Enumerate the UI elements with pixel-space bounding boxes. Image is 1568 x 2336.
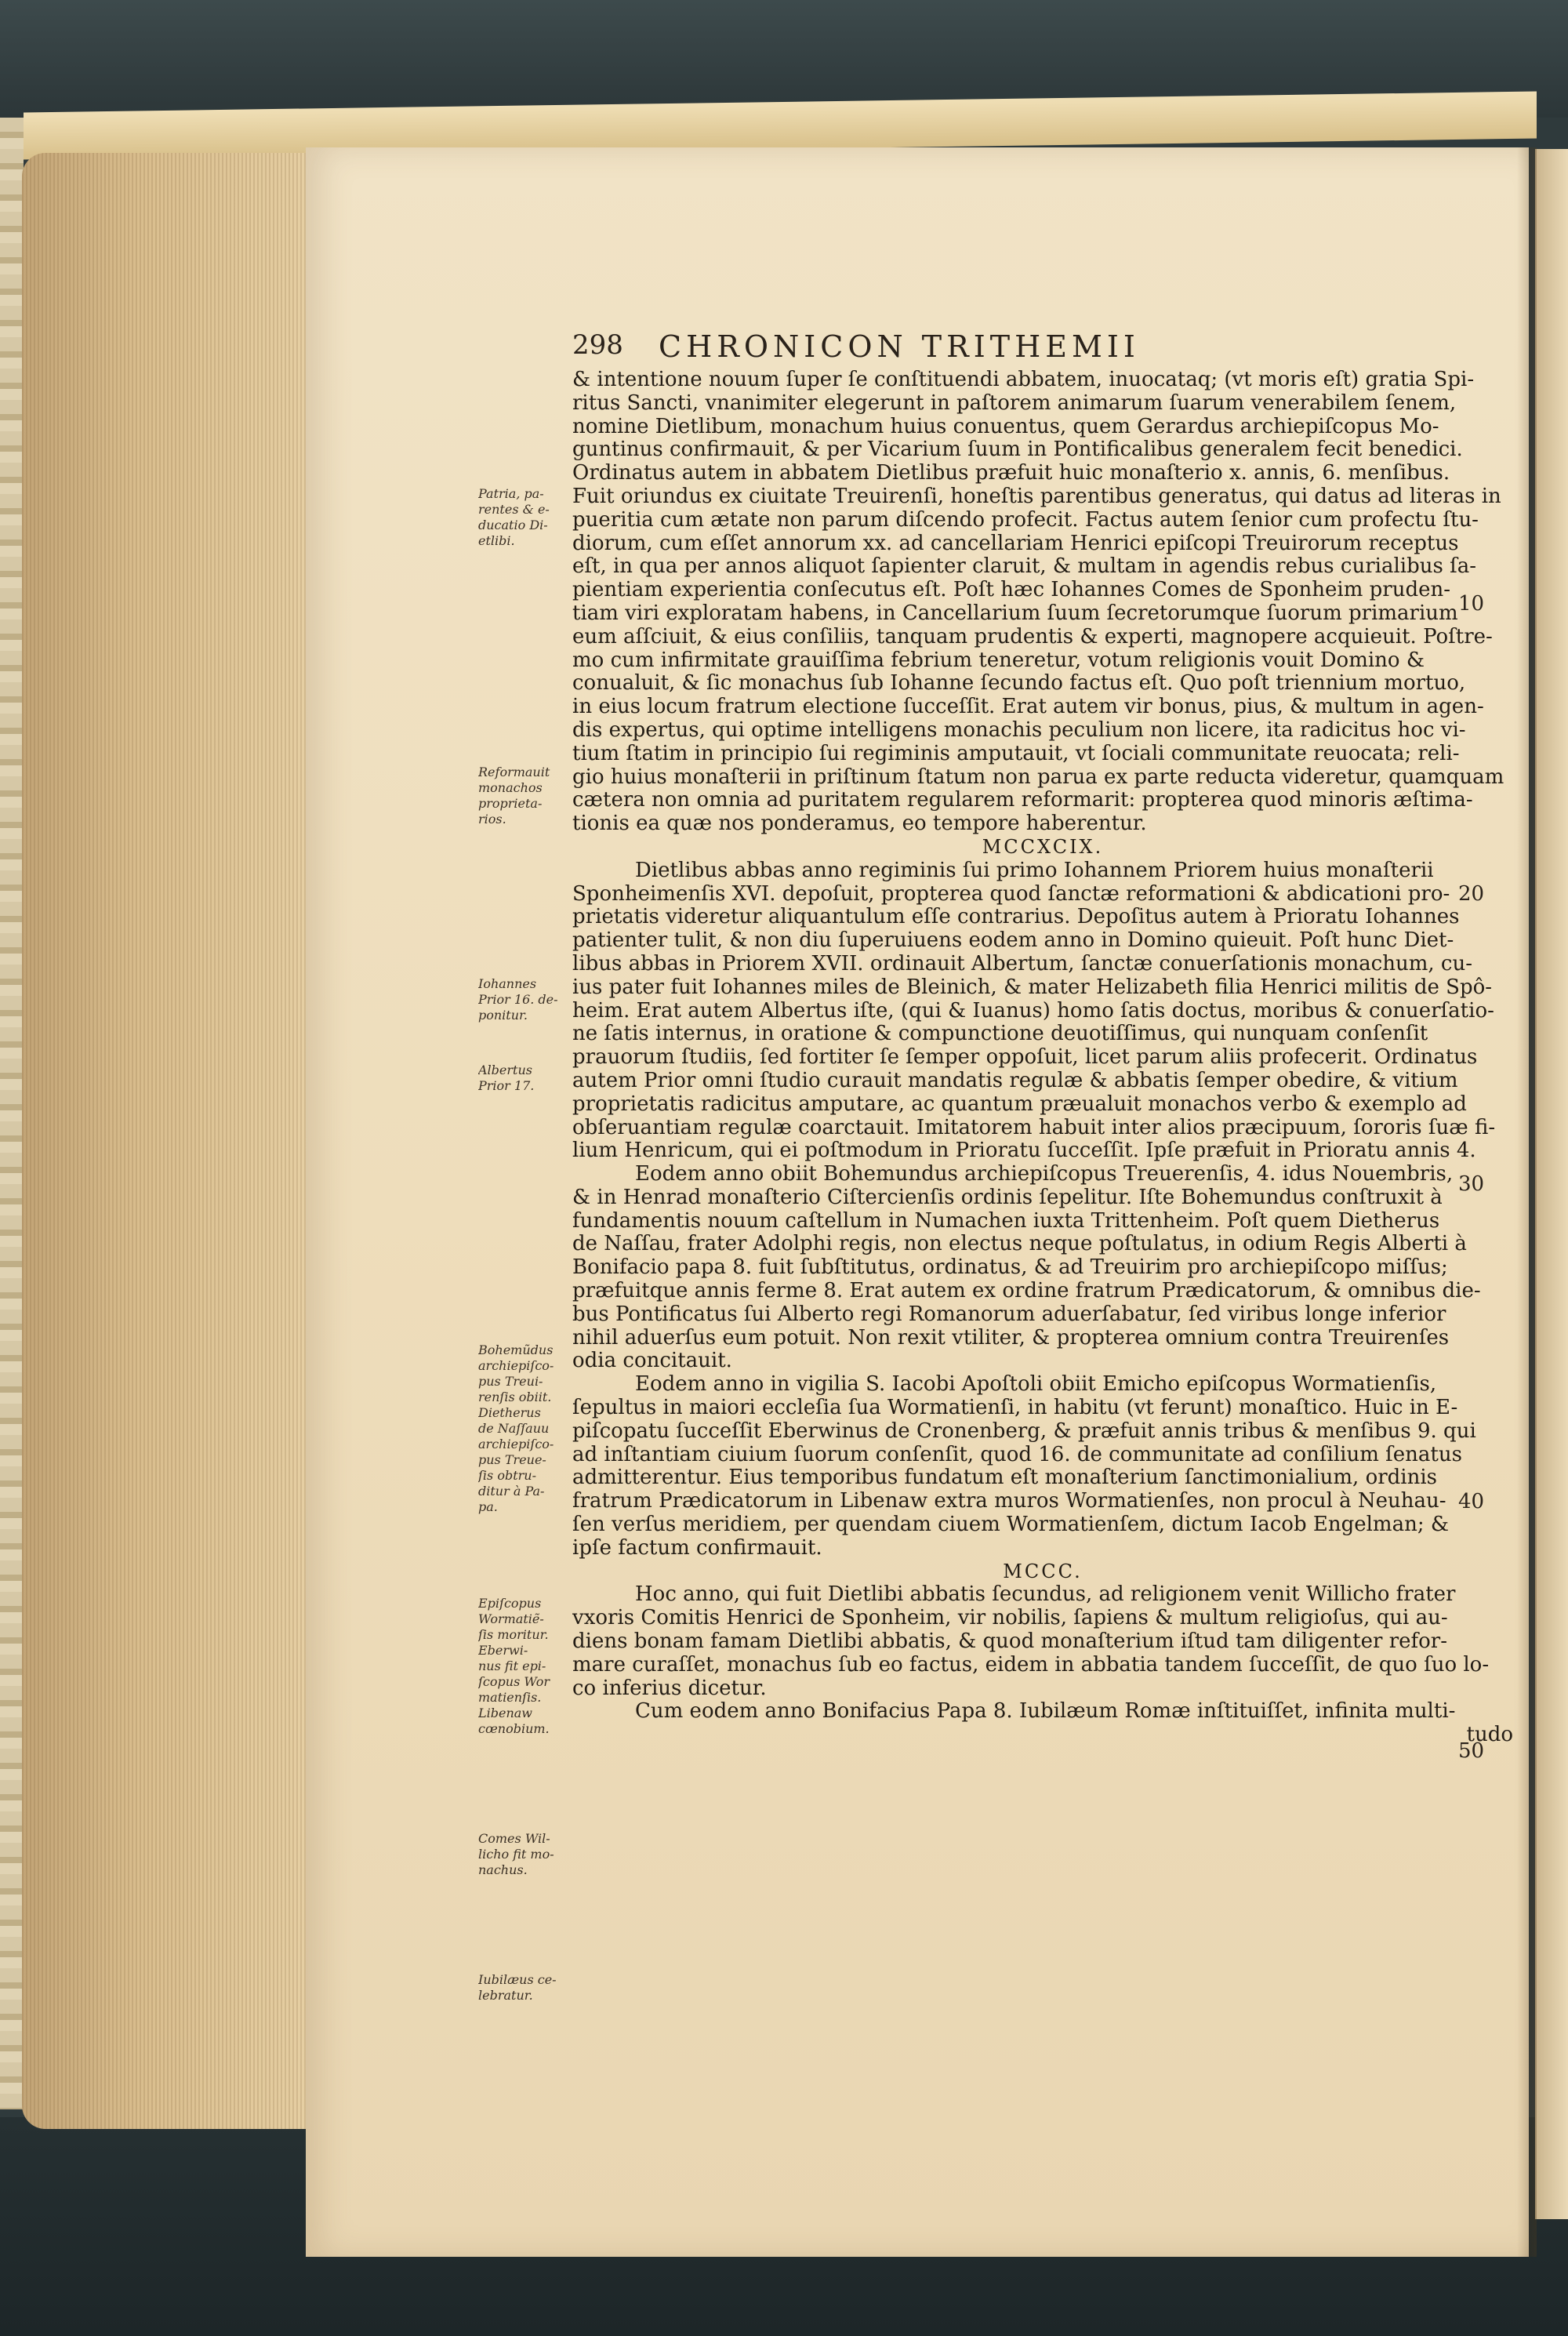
marginal-line: Wormatiẽ-: [478, 1611, 544, 1626]
page-gutter: [1517, 147, 1537, 2257]
line-number: 30: [1458, 1172, 1485, 1196]
marginal-line: Albertus: [478, 1063, 532, 1077]
marginal-line: ponitur.: [478, 1008, 528, 1023]
text-line: bus Pontificatus ſui Alberto regi Romanorum aduerſabatur, ſed viribus longe inferior: [572, 1302, 1446, 1326]
marginal-note: [478, 486, 572, 549]
text-line: vxoris Comitis Henrici de Sponheim, vir nobilis, ſapiens & multum religioſus, qui au-: [572, 1607, 1448, 1630]
text-line: Eodem anno in vigilia S. Iacobi Apoſtoli obiit Emicho epiſcopus Wormatienſis,: [635, 1373, 1437, 1397]
marginal-line: pus Treue-: [478, 1452, 546, 1467]
facing-page-edge: [1535, 149, 1568, 2219]
text-line: proprietatis radicitus amputare, ac quantum præualuit monachos verbo & exemplo ad: [572, 1092, 1467, 1116]
marginal-line: Iohannes: [478, 976, 537, 991]
marginal-line: matienſis.: [478, 1690, 542, 1705]
marginal-line: nachus.: [478, 1862, 528, 1877]
text-line: Eodem anno obiit Bohemundus archiepiſcopus Treuerenſis, 4. idus Nouembris,: [635, 1163, 1454, 1186]
text-line: eum aſſciuit, & eius conſiliis, tanquam prudentis & experti, magnopere acquieuit. Poſtre-: [572, 625, 1493, 648]
text-line: Cum eodem anno Bonifacius Papa 8. Iubilæum Romæ inſtituiſſet, infinita multi-: [635, 1700, 1456, 1724]
text-line: mare curaſſet, monachus ſub eo factus, eidem in abbatia tandem ſucceſſit, de quo ſuo lo-: [572, 1653, 1490, 1677]
text-line: nomine Dietlibum, monachum huius conuentus, quem Gerardus archiepiſcopus Mo-: [572, 415, 1439, 438]
marginal-line: Prior 17.: [478, 1078, 535, 1093]
text-line: & intentione nouum ſuper ſe conſtituendi abbatem, inuocataq; (vt moris eſt) gratia Spi-: [572, 369, 1475, 391]
marginal-line: cœnobium.: [478, 1721, 550, 1736]
text-line: nihil aduerſus eum potuit. Non rexit vtiliter, & propterea omnium contra Treuirenſes: [572, 1326, 1450, 1350]
text-line: cætera non omnia ad puritatem regularem reformarit: propterea quod minoris æſtima-: [572, 789, 1473, 812]
book-cover-left: [0, 118, 24, 2109]
text-line: conualuit, & ſic monachus ſub Iohanne ſecundo factus eſt. Quo poſt triennium mortuo,: [572, 672, 1466, 696]
text-line: Hoc anno, qui fuit Dietlibi abbatis ſecundus, ad religionem venit Willicho frater: [635, 1583, 1456, 1607]
text-line: dis expertus, qui optime intelligens monachis peculium non licere, ita radicitus hoc vi-: [572, 718, 1466, 742]
marginal-line: Libenaw: [478, 1706, 532, 1720]
catchword: tudo: [1466, 1724, 1513, 1747]
marginal-line: nus fit epi-: [478, 1658, 546, 1673]
text-line: de Naſſau, frater Adolphi regis, non electus neque poſtulatus, in odium Regis Alberti à: [572, 1233, 1467, 1256]
marginal-line: Iubilæus ce-: [478, 1972, 557, 1987]
text-line: in eius locum fratrum electione ſucceſſit. Erat autem vir bonus, pius, & multum in agen-: [572, 696, 1484, 719]
text-line: tium ſtatim in principio ſui regiminis amputauit, vt ſociali communitate reuocata; reli-: [572, 742, 1460, 765]
marginal-note: [478, 1596, 572, 1737]
marginal-line: ſis moritur.: [478, 1627, 549, 1642]
text-line: pueritia cum ætate non parum diſcendo profecit. Factus autem ſenior cum profectu ſtu-: [572, 508, 1479, 532]
marginal-line: licho fit mo-: [478, 1847, 554, 1862]
text-line: Dietlibus abbas anno regiminis ſui primo Iohannem Priorem huius monaſterii: [635, 859, 1434, 882]
text-line: & in Henrad monaſterio Ciſtercienſis ordinis ſepelitur. Iſte Bohemundus conſtruxit à: [572, 1186, 1443, 1209]
year-heading: MCCXCIX.: [982, 835, 1104, 858]
marginal-line: ſis obtru-: [478, 1468, 536, 1483]
marginal-line: pa.: [478, 1499, 498, 1514]
page-header: [572, 329, 1513, 369]
marginal-line: archiepiſco-: [478, 1358, 554, 1373]
marginal-line: Dietherus: [478, 1405, 541, 1420]
marginal-line: proprieta-: [478, 796, 543, 811]
marginal-line: rios.: [478, 812, 506, 827]
marginal-line: renſis obiit.: [478, 1390, 552, 1404]
marginal-line: archiepiſco-: [478, 1437, 554, 1451]
text-line: pientiam experientia conſecutus eſt. Poſt hæc Iohannes Comes de Sponheim pruden-: [572, 579, 1451, 602]
year-heading: MCCC.: [1003, 1560, 1083, 1582]
page-edges: [22, 153, 312, 2129]
line-number: 20: [1458, 882, 1485, 906]
text-line: prauorum ſtudiis, ſed fortiter ſe ſemper oppoſuit, licet parum aliis profecerit. Ordinatus: [572, 1046, 1478, 1070]
text-line: ad inſtantiam ciuium ſuorum conſenſit, quod 16. de communitate ad conſilium ſenatus: [572, 1443, 1462, 1466]
marginal-line: monachos: [478, 780, 543, 795]
text-line: guntinus confirmauit, & per Vicarium ſuum in Pontificalibus generalem fecit benedici.: [572, 438, 1463, 462]
text-line: eſt, in qua per annos aliquot ſapienter claruit, & multam in agendis rebus curialibus ſa-: [572, 555, 1476, 579]
text-line: piſcopatu ſucceſſit Eberwinus de Cronenberg, & præfuit annis tribus & menſibus 9. qui: [572, 1419, 1476, 1443]
marginal-line: Reformauit: [478, 765, 550, 779]
text-line: Sponheimenſis XVI. depoſuit, propterea quod ſanctæ reformationi & abdicationi pro-: [572, 882, 1450, 906]
text-line: gio huius monaſterii in priſtinum ſtatum non parua ex parte reducta videretur, quamquam: [572, 765, 1504, 789]
text-line: ritus Sancti, vnanimiter elegerunt in paſtorem animarum ſuarum venerabilem ſenem,: [572, 391, 1457, 415]
text-line: prietatis videretur aliquantulum eſſe contrarius. Depoſitus autem à Prioratu Iohannes: [572, 906, 1460, 929]
text-line: fundamentis nouum caſtellum in Numachen iuxta Trittenheim. Poſt quem Dietherus: [572, 1209, 1440, 1233]
line-number: 10: [1458, 592, 1485, 616]
text-line: heim. Erat autem Albertus iſte, (qui & Iuanus) homo ſatis doctus, moribus & conuerſatio-: [572, 999, 1494, 1023]
marginal-note: [478, 976, 572, 1023]
text-line: mo cum infirmitate grauiſſima febrium teneretur, votum religionis vouit Domino &: [572, 648, 1425, 672]
line-number: 40: [1458, 1490, 1485, 1513]
text-line: ſepultus in maiori eccleſia ſua Wormatienſi, in habitu (vt ferunt) monaſtico. Huic in E-: [572, 1397, 1458, 1420]
text-line: Fuit oriundus ex ciuitate Treuirenſi, honeſtis parentibus generatus, qui datus ad literas in: [572, 485, 1501, 508]
text-line: libus abbas in Priorem XVII. ordinauit Albertum, ſanctæ conuerſationis monachum, cu-: [572, 952, 1473, 975]
text-line: tionis ea quæ nos ponderamus, eo tempore haberentur.: [572, 812, 1147, 836]
line-number: 50: [1458, 1739, 1485, 1763]
text-line: Bonifacio papa 8. fuit ſubſtitutus, ordinatus, & ad Treuirim pro archiepiſcopo miſſus;: [572, 1256, 1448, 1280]
text-line: patienter tulit, & non diu ſuperuiuens eodem anno in Domino quieuit. Poſt hunc Diet-: [572, 929, 1454, 953]
text-line: diorum, cum eſſet annorum xx. ad cancellariam Henrici epiſcopi Treuirorum receptus: [572, 532, 1459, 555]
text-line: ipſe factum confirmauit.: [572, 1536, 822, 1560]
marginal-line: Patria, pa-: [478, 486, 544, 501]
text-line: admitterentur. Eius temporibus fundatum eſt monaſterium ſanctimonialium, ordinis: [572, 1466, 1438, 1490]
text-line: odia concitauit.: [572, 1350, 732, 1373]
marginal-note: [478, 1342, 572, 1515]
marginal-line: pus Treui-: [478, 1374, 543, 1389]
marginal-note: [478, 1063, 572, 1094]
marginal-line: rentes & e-: [478, 502, 550, 517]
marginal-line: Comes Wil-: [478, 1831, 550, 1846]
text-line: diens bonam famam Dietlibi abbatis, & quod monaſterium iſtud tam diligenter refor-: [572, 1630, 1448, 1654]
marginal-line: ditur à Pa-: [478, 1484, 545, 1499]
marginal-line: Prior 16. de-: [478, 992, 558, 1007]
marginal-note: [478, 1972, 572, 2004]
marginal-line: etlibi.: [478, 533, 515, 548]
marginal-line: ſcopus Wor: [478, 1674, 550, 1689]
text-line: ſen verſus meridiem, per quendam ciuem Wormatienſem, dictum Iacob Engelman; &: [572, 1513, 1449, 1537]
text-line: tiam viri exploratam habens, in Cancellarium ſuum ſecretorumque ſuorum primarium: [572, 601, 1458, 625]
marginal-line: Epiſcopus: [478, 1596, 542, 1611]
text-line: autem Prior omni ſtudio curauit mandatis regulæ & abbatis ſemper obedire, & vitium: [572, 1069, 1458, 1092]
text-line: lium Henricum, qui ei poſtmodum in Prioratu ſucceſſit. Ipſe præfuit in Prioratu annis 4.: [572, 1139, 1476, 1163]
marginal-line: ducatio Di-: [478, 518, 548, 532]
text-line: co inferius dicetur.: [572, 1677, 767, 1700]
text-line: fratrum Prædicatorum in Libenaw extra muros Wormatienſes, non procul à Neuhau-: [572, 1490, 1446, 1513]
marginal-line: Bohemũdus: [478, 1342, 554, 1357]
text-line: obſeruantiam regulæ coarctauit. Imitatorem habuit inter alios præcipuum, ſororis ſuæ fi-: [572, 1116, 1496, 1139]
text-line: præfuitque annis ferme 8. Erat autem ex ordine fratrum Prædicatorum, & omnibus die-: [572, 1280, 1481, 1303]
main-text: [572, 369, 1513, 1747]
text-line: ius pater fuit Iohannes miles de Bleinich, & mater Helizabeth filia Henrici militis de Spô-: [572, 975, 1493, 999]
text-line: ne ſatis internus, in oratione & compunctione deuotiſſimus, qui nunquam conſenſit: [572, 1023, 1428, 1046]
text-line: Ordinatus autem in abbatem Dietlibus præfuit huic monaſterio x. annis, 6. menſibus.: [572, 462, 1450, 485]
marginal-note: [478, 765, 572, 827]
marginal-line: lebratur.: [478, 1988, 533, 2003]
marginal-note: [478, 1831, 572, 1878]
marginal-line: de Naſſauu: [478, 1421, 550, 1436]
page-number: 298: [572, 329, 623, 361]
marginal-line: Eberwi-: [478, 1643, 528, 1658]
running-title: CHRONICON TRITHEMII: [659, 329, 1140, 364]
